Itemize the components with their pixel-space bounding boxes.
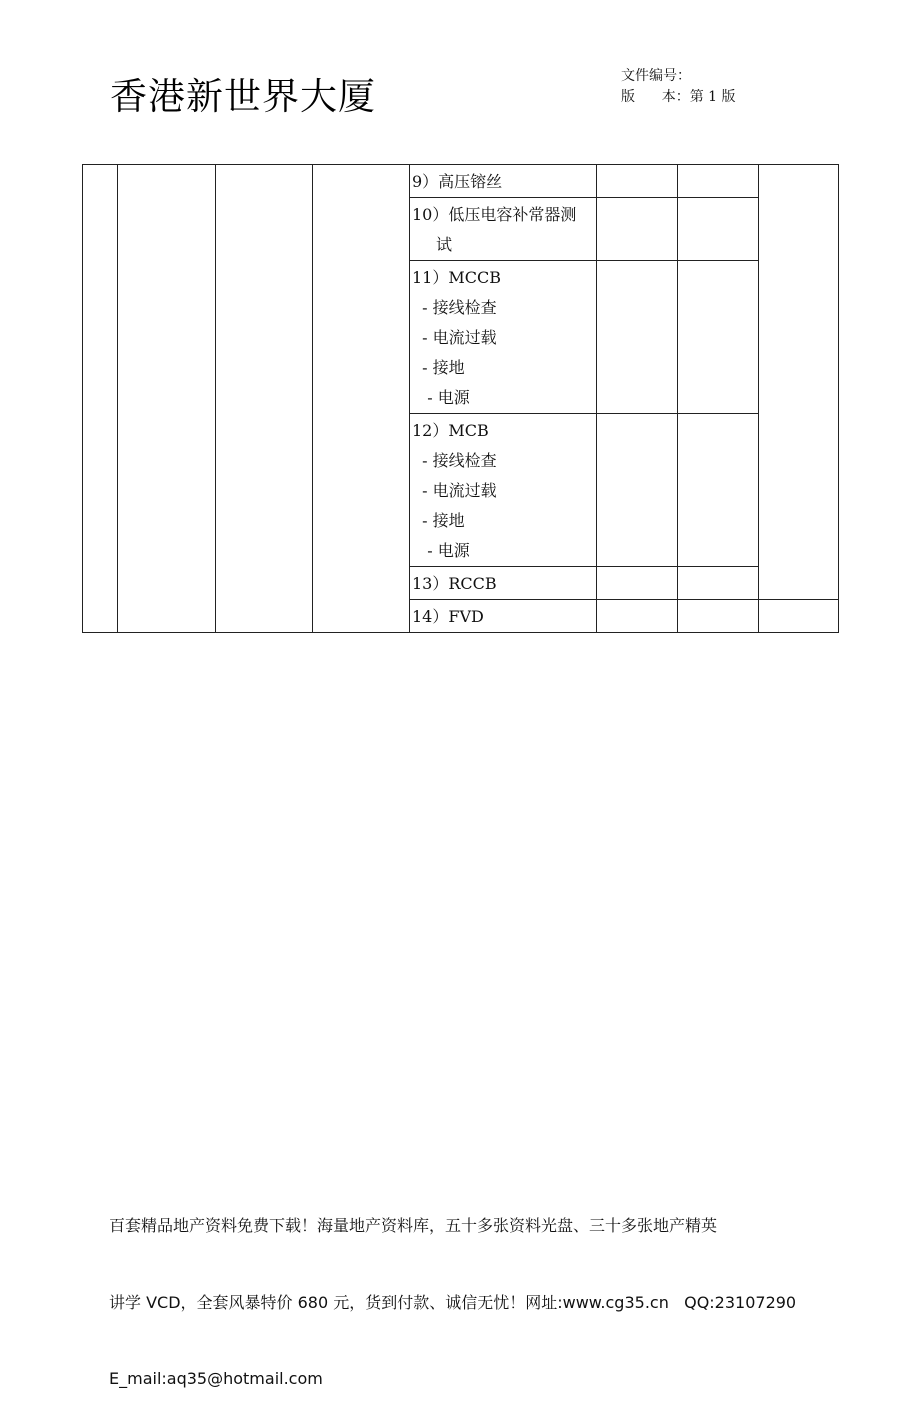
item-label: 10）低压电容补常器测 [412, 205, 577, 224]
document-meta [621, 66, 736, 108]
sub-item: - 接地 [412, 358, 465, 377]
remark-cell [678, 567, 759, 600]
remark-cell [678, 165, 759, 198]
remark-cell [678, 198, 759, 261]
table-row [410, 600, 597, 633]
sign-cell [759, 600, 839, 633]
doc-number-label: 文件编号： [621, 68, 691, 84]
result-cell [597, 261, 678, 414]
table-row [410, 165, 597, 198]
item-label: 12）MCB [412, 421, 489, 440]
col-equipment-cell [216, 165, 313, 633]
sub-item: - 电流过载 [412, 481, 497, 500]
footer-line: 讲学 VCD，全套风暴特价 680 元，货到付款、诚信无忧！网址:www.cg35.cn QQ:23107290 [109, 1292, 797, 1312]
remark-cell [678, 261, 759, 414]
remark-cell [678, 600, 759, 633]
sub-item: - 电源 [412, 541, 470, 560]
result-cell [597, 198, 678, 261]
sub-item: - 接线检查 [412, 298, 497, 317]
item-label-cont: 试 [436, 235, 453, 254]
inspection-table [82, 164, 839, 633]
sub-item: - 接线检查 [412, 451, 497, 470]
remark-cell [678, 414, 759, 567]
item-label: 11）MCCB [412, 268, 501, 287]
result-cell [597, 600, 678, 633]
result-cell [597, 414, 678, 567]
footer-ad [109, 1162, 796, 1417]
table-row [410, 567, 597, 600]
sign-cell [759, 165, 839, 600]
table-row [410, 198, 597, 261]
version-label: 版 本：第 1 版 [621, 89, 736, 105]
result-cell [597, 567, 678, 600]
item-label: 13）RCCB [412, 574, 497, 593]
col-location-cell [313, 165, 410, 633]
sub-item: - 电流过载 [412, 328, 497, 347]
table-row [410, 261, 597, 414]
col-no-cell [83, 165, 118, 633]
result-cell [597, 165, 678, 198]
footer-email: E_mail:aq35@hotmail.com [109, 1369, 323, 1388]
item-label: 14）FVD [412, 607, 484, 626]
item-label: 9）高压镕丝 [412, 172, 503, 191]
page-title: 香港新世界大厦 [110, 75, 376, 118]
sub-item: - 电源 [412, 388, 470, 407]
footer-line: 百套精品地产资料免费下载！海量地产资料库，五十多张资料光盘、三十多张地产精英 [109, 1216, 718, 1235]
sub-item: - 接地 [412, 511, 465, 530]
table-row [410, 414, 597, 567]
col-system-cell [118, 165, 216, 633]
